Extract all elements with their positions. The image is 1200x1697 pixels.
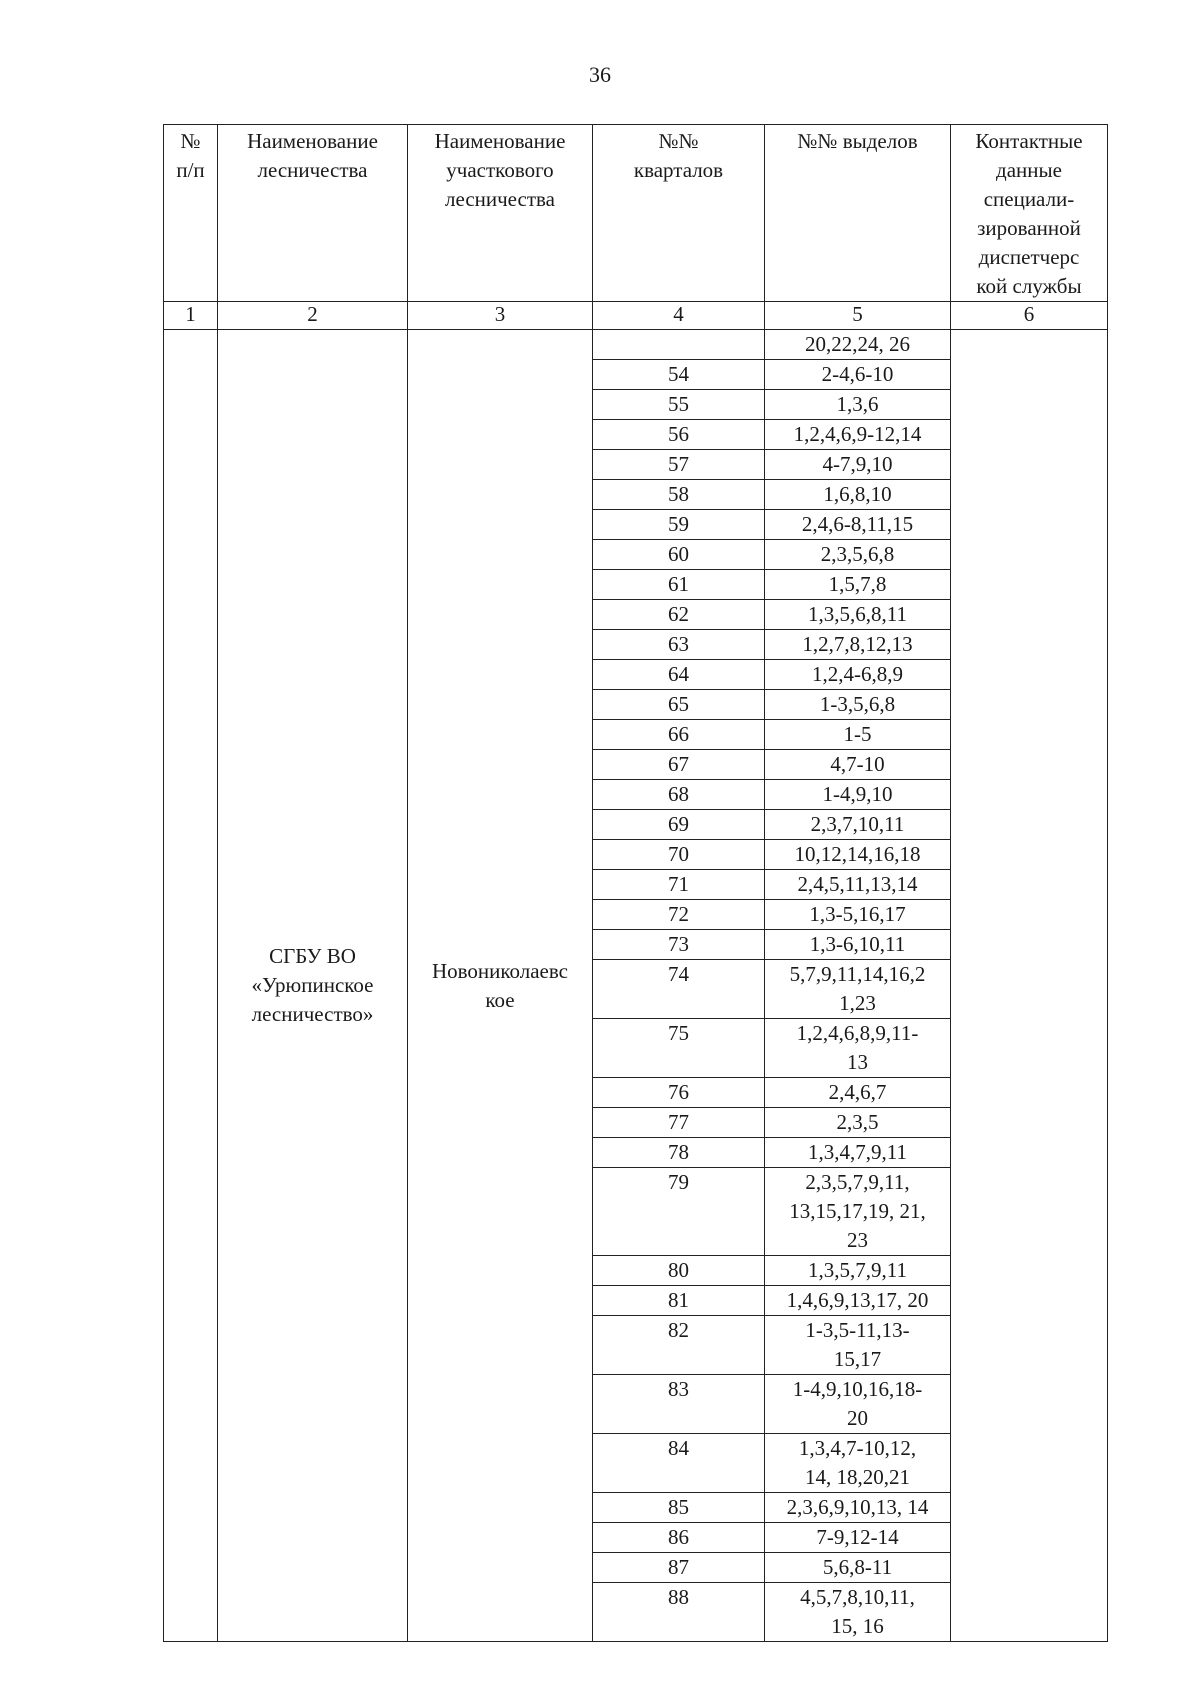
quarter-number: 68	[593, 780, 765, 810]
plot-numbers-line: 2,4,5,11,13,14	[797, 872, 918, 896]
plot-numbers-line: 1,6,8,10	[823, 482, 892, 506]
plot-numbers	[765, 900, 951, 930]
forestry-name-line: СГБУ ВО	[269, 944, 356, 968]
plot-numbers	[765, 780, 951, 810]
quarter-number: 88	[593, 1583, 765, 1642]
plot-numbers-line: 1,3-5,16,17	[809, 902, 906, 926]
plot-numbers-line: 4,5,7,8,10,11,	[800, 1585, 915, 1609]
plot-numbers	[765, 840, 951, 870]
plot-numbers	[765, 1168, 951, 1256]
plot-numbers	[765, 1019, 951, 1078]
plot-numbers-line: 1-4,9,10,16,18-	[792, 1377, 923, 1401]
quarter-number: 56	[593, 420, 765, 450]
plot-numbers	[765, 540, 951, 570]
plot-numbers	[765, 1108, 951, 1138]
plot-numbers-line: 1,2,4-6,8,9	[812, 662, 903, 686]
quarter-number: 65	[593, 690, 765, 720]
plot-numbers-line: 4,7-10	[830, 752, 885, 776]
plot-numbers	[765, 720, 951, 750]
district-name-cell	[408, 330, 593, 1642]
quarter-number: 79	[593, 1168, 765, 1256]
plot-numbers	[765, 660, 951, 690]
quarter-number: 66	[593, 720, 765, 750]
plot-numbers-line: 7-9,12-14	[816, 1525, 899, 1549]
plot-numbers-line: 13,15,17,19, 21,	[789, 1199, 926, 1223]
plot-numbers-line: 20,22,24, 26	[805, 332, 910, 356]
page-number: 36	[589, 62, 611, 87]
plot-numbers	[765, 390, 951, 420]
plot-numbers-line: 1,5,7,8	[828, 572, 887, 596]
plot-numbers-line: 5,6,8-11	[822, 1555, 893, 1579]
quarter-number: 81	[593, 1286, 765, 1316]
quarter-number: 58	[593, 480, 765, 510]
plot-numbers-line: 10,12,14,16,18	[794, 842, 921, 866]
quarter-number: 60	[593, 540, 765, 570]
plot-numbers	[765, 1583, 951, 1642]
plot-numbers	[765, 360, 951, 390]
plot-numbers	[765, 930, 951, 960]
header-quarters: №№ кварталов	[593, 125, 765, 302]
plot-numbers-line: 1-5	[843, 722, 872, 746]
quarter-number: 75	[593, 1019, 765, 1078]
plot-numbers-line: 1,2,7,8,12,13	[802, 632, 913, 656]
plot-numbers-line: 1-3,5-11,13-	[805, 1318, 910, 1342]
quarter-number: 71	[593, 870, 765, 900]
column-number: 4	[593, 302, 765, 330]
header-contacts: Контактные данные специали- зированной диспетчерс кой службы	[951, 125, 1108, 302]
quarter-number: 73	[593, 930, 765, 960]
plot-numbers-line: 4-7,9,10	[822, 452, 893, 476]
quarter-number: 67	[593, 750, 765, 780]
quarter-number: 84	[593, 1434, 765, 1493]
plot-numbers	[765, 330, 951, 360]
quarter-number: 80	[593, 1256, 765, 1286]
plot-numbers	[765, 450, 951, 480]
quarter-number: 61	[593, 570, 765, 600]
header-forestry: Наименование лесничества	[218, 125, 408, 302]
header-plots: №№ выделов	[765, 125, 951, 302]
quarter-number: 70	[593, 840, 765, 870]
header-district-forestry: Наименование участкового лесничества	[408, 125, 593, 302]
plot-numbers-line: 1,3,4,7-10,12,	[798, 1436, 917, 1460]
plot-numbers-line: 20	[847, 1406, 868, 1430]
district-name-line: кое	[485, 987, 515, 1012]
quarter-number: 86	[593, 1523, 765, 1553]
table-header-row	[164, 125, 1108, 302]
forestry-name-line: «Урюпинское	[251, 973, 374, 997]
plot-numbers	[765, 1553, 951, 1583]
district-name-line: Новониколаевс	[431, 958, 568, 983]
quarter-number: 55	[593, 390, 765, 420]
plot-numbers-line: 2,3,5,7,9,11,	[805, 1170, 910, 1194]
plot-numbers	[765, 1078, 951, 1108]
plot-numbers	[765, 750, 951, 780]
plot-numbers-line: 13	[847, 1050, 868, 1074]
quarter-number: 77	[593, 1108, 765, 1138]
plot-numbers-line: 2,4,6,7	[828, 1080, 887, 1104]
plot-numbers	[765, 810, 951, 840]
plot-numbers-line: 1,3,5,6,8,11	[808, 602, 907, 626]
column-number: 5	[765, 302, 951, 330]
column-number: 1	[164, 302, 218, 330]
plot-numbers-line: 2,3,5	[836, 1110, 879, 1134]
plot-numbers	[765, 1138, 951, 1168]
plot-numbers	[765, 1316, 951, 1375]
plot-numbers-line: 1,2,4,6,9-12,14	[793, 422, 922, 446]
quarter-number: 76	[593, 1078, 765, 1108]
quarter-number: 78	[593, 1138, 765, 1168]
plot-numbers	[765, 570, 951, 600]
quarter-number: 63	[593, 630, 765, 660]
forestry-name-cell	[218, 330, 408, 1642]
plot-numbers	[765, 480, 951, 510]
plot-numbers	[765, 600, 951, 630]
plot-numbers-line: 23	[847, 1228, 868, 1252]
plot-numbers	[765, 1523, 951, 1553]
plot-numbers-line: 1-4,9,10	[822, 782, 893, 806]
quarter-number: 85	[593, 1493, 765, 1523]
table-body	[164, 330, 1108, 1642]
plot-numbers-line: 5,7,9,11,14,16,2	[789, 962, 926, 986]
plot-numbers	[765, 630, 951, 660]
header-number: № п/п	[164, 125, 218, 302]
plot-numbers	[765, 1493, 951, 1523]
quarter-number: 74	[593, 960, 765, 1019]
plot-numbers	[765, 1434, 951, 1493]
plot-numbers	[765, 690, 951, 720]
column-number: 3	[408, 302, 593, 330]
quarter-number: 82	[593, 1316, 765, 1375]
plot-numbers-line: 1,3-6,10,11	[809, 932, 906, 956]
plot-numbers-line: 1,4,6,9,13,17, 20	[786, 1288, 929, 1312]
quarter-number: 62	[593, 600, 765, 630]
column-number: 2	[218, 302, 408, 330]
plot-numbers-line: 14, 18,20,21	[805, 1465, 910, 1489]
plot-numbers	[765, 960, 951, 1019]
quarter-number: 64	[593, 660, 765, 690]
plot-numbers	[765, 1375, 951, 1434]
plot-numbers-line: 2-4,6-10	[821, 362, 894, 386]
plot-numbers	[765, 420, 951, 450]
plot-numbers-line: 1,2,4,6,8,9,11-	[796, 1021, 919, 1045]
table-row	[164, 330, 1108, 360]
plot-numbers	[765, 1286, 951, 1316]
quarter-number: 57	[593, 450, 765, 480]
column-numbers-row	[164, 302, 1108, 330]
forestry-name-line: лесничество»	[251, 1002, 374, 1026]
plot-numbers	[765, 1256, 951, 1286]
column-number: 6	[951, 302, 1108, 330]
quarter-number: 87	[593, 1553, 765, 1583]
forest-plots-table	[163, 124, 1108, 1642]
plot-numbers-line: 2,4,6-8,11,15	[801, 512, 914, 536]
quarter-number: 54	[593, 360, 765, 390]
plot-numbers	[765, 510, 951, 540]
quarter-number: 69	[593, 810, 765, 840]
plot-numbers-line: 2,3,7,10,11	[810, 812, 905, 836]
plot-numbers-line: 15,17	[833, 1347, 882, 1371]
row-number-cell	[164, 330, 218, 1642]
plot-numbers-line: 1,3,4,7,9,11	[808, 1140, 907, 1164]
quarter-number: 83	[593, 1375, 765, 1434]
plot-numbers-line: 1,23	[839, 991, 876, 1015]
plot-numbers-line: 2,3,6,9,10,13, 14	[786, 1495, 929, 1519]
plot-numbers-line: 1-3,5,6,8	[819, 692, 896, 716]
contacts-cell	[951, 330, 1108, 1642]
plot-numbers-line: 15, 16	[831, 1614, 884, 1638]
quarter-number: 59	[593, 510, 765, 540]
plot-numbers	[765, 870, 951, 900]
quarter-number: 72	[593, 900, 765, 930]
plot-numbers-line: 1,3,5,7,9,11	[808, 1258, 907, 1282]
quarter-number	[593, 330, 765, 360]
plot-numbers-line: 2,3,5,6,8	[820, 542, 895, 566]
plot-numbers-line: 1,3,6	[836, 392, 879, 416]
